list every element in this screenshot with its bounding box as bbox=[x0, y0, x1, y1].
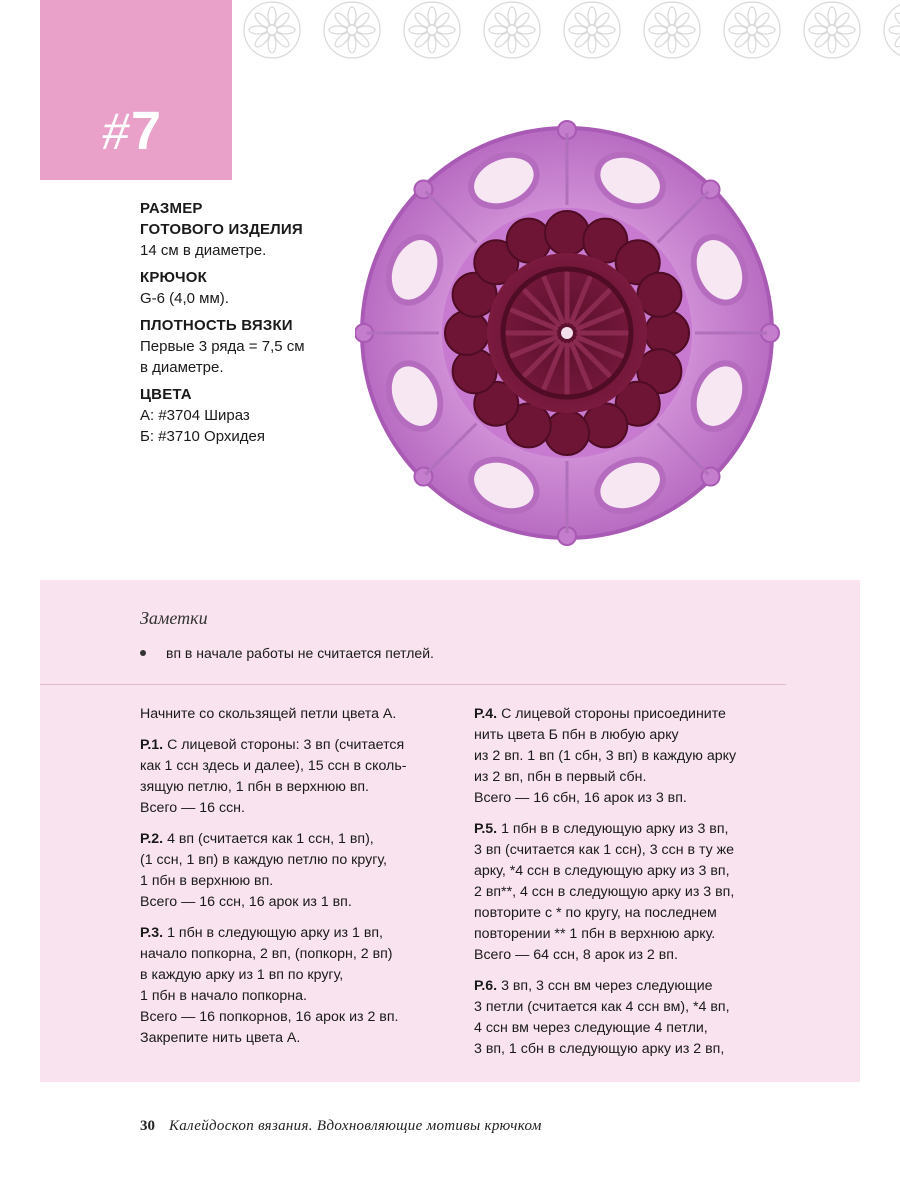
book-title: Калейдоскоп вязания. Вдохновляющие мотивы крючком bbox=[169, 1118, 542, 1134]
row-5: Р.5. 1 пбн в в следующую арку из 3 вп, 3 вп (считается как 1 ссн), 3 ссн в ту же арку, *4 ссн в следующую арку из 3 вп, 2 вп**, 4 ссн в следующую арку из 3 вп, повторите с * по кругу, на последнем повторении ** 1 пбн в верхнюю арку. Всего — 64 ссн, 8 арок из 2 вп. bbox=[474, 821, 735, 963]
color-b: Б: #3710 Орхидея bbox=[140, 428, 265, 445]
intro-text: Начните со скользящей петли цвета А. bbox=[140, 706, 397, 722]
instructions-left-column bbox=[140, 704, 450, 1059]
page-number: 30 bbox=[140, 1118, 155, 1134]
gauge-value-line2: в диаметре. bbox=[140, 359, 224, 376]
instructions-right-column bbox=[474, 704, 774, 1070]
hook-heading: КРЮЧОК bbox=[140, 269, 207, 286]
colors-heading: ЦВЕТА bbox=[140, 386, 192, 403]
row-4: Р.4. С лицевой стороны присоедините нить цвета Б пбн в любую арку из 2 вп. 1 вп (1 сбн, 3 вп) в каждую арку из 2 вп, пбн в первый сбн. Всего — 16 сбн, 16 арок из 3 вп. bbox=[474, 706, 737, 806]
row-2: Р.2. 4 вп (считается как 1 ссн, 1 вп), (1 ссн, 1 вп) в каждую петлю по кругу, 1 пбн в верхнюю вп. Всего — 16 ссн, 16 арок из 1 вп. bbox=[140, 831, 387, 910]
row-6: Р.6. 3 вп, 3 ссн вм через следующие 3 петли (считается как 4 ссн вм), *4 вп, 4 ссн вм через следующие 4 петли, 3 вп, 1 сбн в следующую арку из 2 вп, bbox=[474, 978, 730, 1057]
size-value: 14 см в диаметре. bbox=[140, 242, 267, 259]
gauge-heading: ПЛОТНОСТЬ ВЯЗКИ bbox=[140, 317, 293, 334]
hook-value: G-6 (4,0 мм). bbox=[140, 290, 229, 307]
divider bbox=[40, 684, 786, 685]
notes-title: Заметки bbox=[140, 608, 208, 628]
specifications bbox=[140, 198, 380, 447]
crochet-motif-image bbox=[355, 108, 785, 553]
size-heading: РАЗМЕР bbox=[140, 200, 203, 217]
notes-item: вп в начале работы не считается петлей. bbox=[140, 645, 434, 661]
row-3: Р.3. 1 пбн в следующую арку из 1 вп, начало попкорна, 2 вп, (попкорн, 2 вп) в каждую арку из 1 вп по кругу, 1 пбн в начало попкорна. Всего — 16 попкорнов, 16 арок из 2 вп. Закрепите нить цвета А. bbox=[140, 925, 399, 1046]
row-1: Р.1. С лицевой стороны: 3 вп (считается как 1 ссн здесь и далее), 15 ссн в сколь- зящую петлю, 1 пбн в верхнюю вп. Всего — 16 ссн. bbox=[140, 737, 407, 816]
bullet-icon bbox=[140, 650, 146, 656]
pattern-number: #7 bbox=[102, 101, 162, 161]
page-footer bbox=[140, 1118, 542, 1135]
lace-pattern-band bbox=[232, 0, 900, 78]
pattern-number-block bbox=[40, 0, 232, 180]
size-heading-line2: ГОТОВОГО ИЗДЕЛИЯ bbox=[140, 221, 303, 238]
gauge-value: Первые 3 ряда = 7,5 см bbox=[140, 338, 305, 355]
color-a: А: #3704 Шираз bbox=[140, 407, 250, 424]
